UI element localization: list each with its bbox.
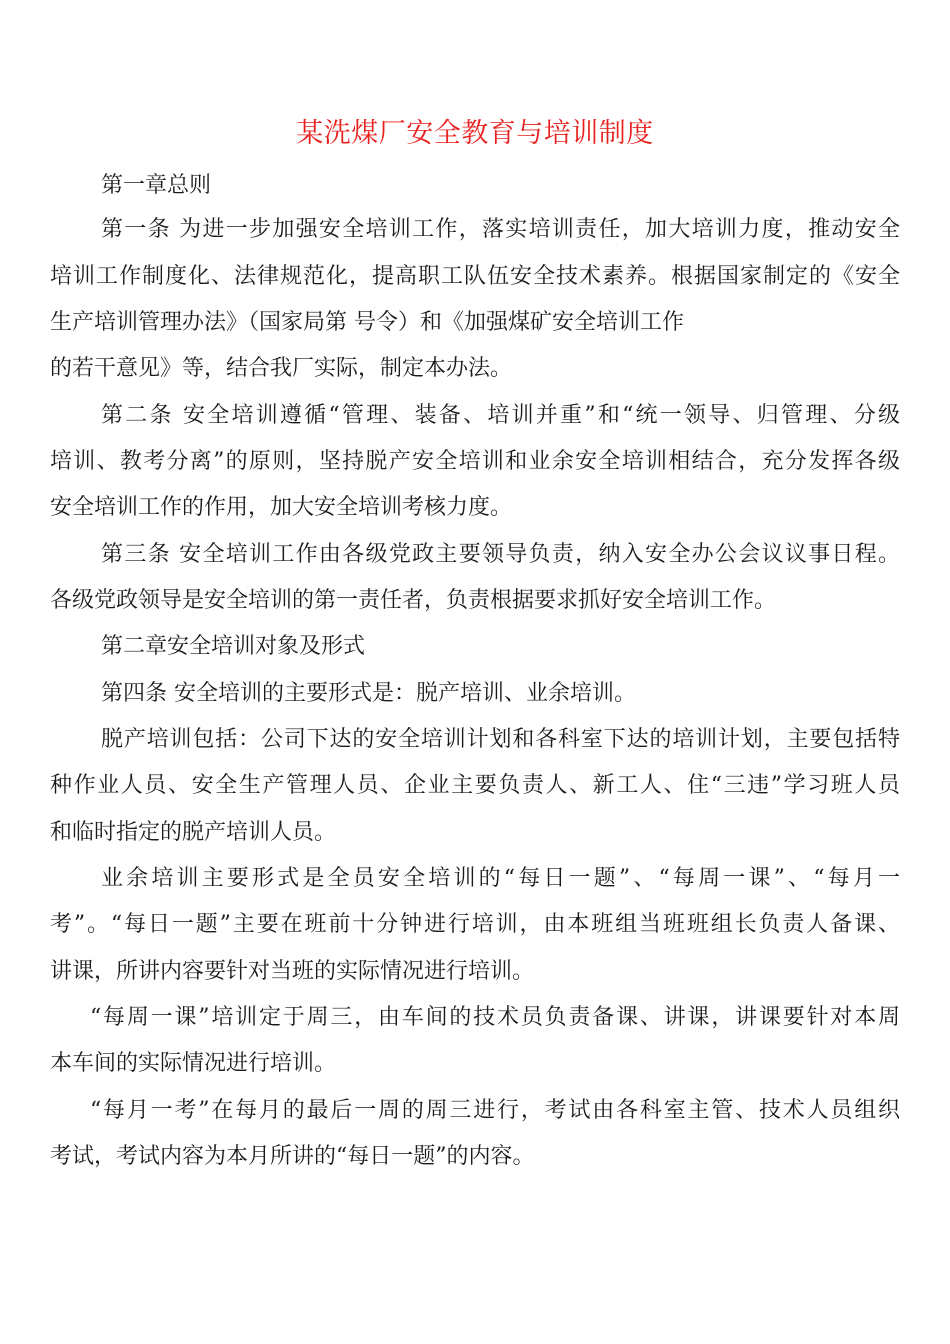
- offjob-training-line-2: 种作业人员、安全生产管理人员、企业主要负责人、新工人、住“三违”学习班人员: [50, 773, 900, 798]
- article-3-line-1: 第三条 安全培训工作由各级党政主要领导负责，纳入安全办公会议议事日程。: [101, 542, 900, 567]
- article-1-line-1: 第一条 为进一步加强安全培训工作，落实培训责任，加大培训力度，推动安全: [101, 217, 900, 242]
- spare-training-line-1: 业余培训主要形式是全员安全培训的“每日一题”、“每周一课”、“每月一: [101, 866, 900, 891]
- monthly-exam-line-1: “每月一考”在每月的最后一周的周三进行，考试由各科室主管、技术人员组织: [90, 1098, 900, 1123]
- article-1-line-4: 的若干意见》等，结合我厂实际，制定本办法。: [50, 356, 513, 381]
- article-2-line-1: 第二条 安全培训遵循“管理、装备、培训并重”和“统一领导、归管理、分级: [101, 403, 900, 428]
- document-title: 某洗煤厂安全教育与培训制度: [296, 118, 654, 149]
- chapter-2-heading: 第二章安全培训对象及形式: [101, 634, 366, 659]
- article-2-line-2: 培训、教考分离”的原则，坚持脱产安全培训和业余安全培训相结合，充分发挥各级: [50, 449, 900, 474]
- article-1-line-3: 生产培训管理办法》（国家局第 号令）和《加强煤矿安全培训工作: [50, 310, 684, 335]
- article-2-line-3: 安全培训工作的作用，加大安全培训考核力度。: [50, 495, 513, 520]
- spare-training-line-2: 考”。“每日一题”主要在班前十分钟进行培训，由本班组当班班组长负责人备课、: [50, 912, 900, 937]
- weekly-lesson-line-2: 本车间的实际情况进行培训。: [50, 1051, 337, 1076]
- spare-training-line-3: 讲课，所讲内容要针对当班的实际情况进行培训。: [50, 959, 535, 984]
- offjob-training-line-3: 和临时指定的脱产培训人员。: [50, 820, 337, 845]
- monthly-exam-line-2: 考试，考试内容为本月所讲的“每日一题”的内容。: [50, 1144, 535, 1169]
- article-4-line-1: 第四条 安全培训的主要形式是：脱产培训、业余培训。: [101, 681, 636, 706]
- chapter-1-heading: 第一章总则: [101, 173, 212, 198]
- article-1-line-2: 培训工作制度化、法律规范化，提高职工队伍安全技术素养。根据国家制定的《安全: [50, 264, 900, 289]
- offjob-training-line-1: 脱产培训包括：公司下达的安全培训计划和各科室下达的培训计划，主要包括特: [101, 727, 900, 752]
- article-3-line-2: 各级党政领导是安全培训的第一责任者，负责根据要求抓好安全培训工作。: [50, 588, 777, 613]
- weekly-lesson-line-1: “每周一课”培训定于周三，由车间的技术员负责备课、讲课，讲课要针对本周: [90, 1005, 900, 1030]
